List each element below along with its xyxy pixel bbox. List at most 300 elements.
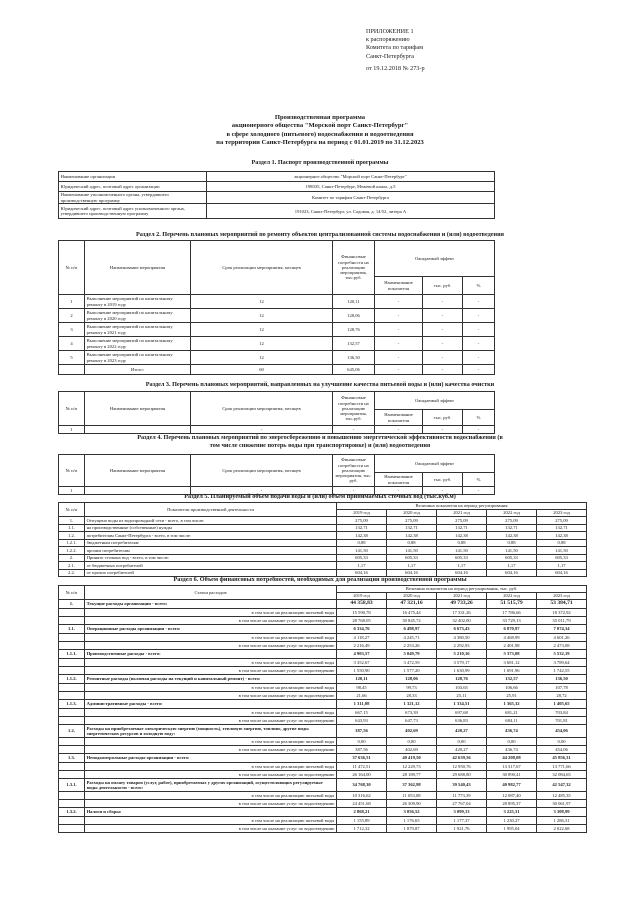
row-value: 3 352,67 bbox=[337, 659, 387, 667]
row-value: 11 472,51 bbox=[337, 763, 387, 771]
cell-rub: - bbox=[423, 337, 463, 351]
year-header: 2021 год bbox=[437, 510, 487, 517]
row-name: в том числе на реализацию питьевой воды bbox=[85, 659, 337, 667]
row-num bbox=[59, 709, 85, 717]
row-value: 643,93 bbox=[337, 717, 387, 725]
row-num: 1.1.2. bbox=[59, 675, 85, 684]
water-volume-table bbox=[58, 502, 587, 577]
row-value: 0,88 bbox=[387, 539, 437, 547]
cell-ind: - bbox=[375, 323, 423, 337]
cell-num: 4 bbox=[59, 337, 85, 351]
row-value: 2 216,49 bbox=[337, 642, 387, 650]
cell-rub: - bbox=[423, 295, 463, 309]
row-num: 1. bbox=[59, 600, 85, 609]
row-value: 0,00 bbox=[387, 738, 437, 746]
document-title bbox=[60, 114, 580, 148]
total-label: Итого: bbox=[85, 365, 191, 375]
row-name: Неподконтрольные расходы организации - всего: bbox=[85, 754, 337, 763]
col-finance: Финансовые потребности на реализацию мероприятия, тыс. руб. bbox=[333, 455, 375, 487]
row-name: в том числе на реализацию питьевой воды bbox=[85, 738, 337, 746]
row-value: 98,45 bbox=[337, 684, 387, 692]
row-name: от бюджетных потребителей bbox=[85, 562, 337, 570]
row-name: прочим потребителям bbox=[85, 547, 337, 555]
row-value: 142,38 bbox=[337, 532, 387, 540]
row-num bbox=[59, 763, 85, 771]
col-rub: тыс. руб. bbox=[423, 410, 463, 426]
row-value: 1,17 bbox=[487, 562, 537, 570]
cell-num bbox=[59, 365, 85, 375]
quality-measures-table bbox=[58, 391, 495, 434]
row-value: 1 577,20 bbox=[387, 667, 437, 675]
section1-heading: Раздел 1. Паспорт производственной программы bbox=[251, 159, 389, 166]
cell-name: Выполнение мероприятий по капитальному ремонту в 2022 году bbox=[85, 337, 191, 351]
row-value: 12 087,40 bbox=[487, 792, 537, 800]
col-pct: % bbox=[463, 473, 495, 487]
col-rub: тыс. руб. bbox=[423, 277, 463, 295]
year-header: 2019 год bbox=[337, 510, 387, 517]
cell-rub: - bbox=[423, 323, 463, 337]
row-value: 28,33 bbox=[387, 692, 437, 700]
row-value: 6 334,76 bbox=[337, 625, 387, 634]
row-value: 1 921,76 bbox=[437, 825, 487, 833]
row-rub: - bbox=[423, 426, 463, 434]
section4-heading-line1: Раздел 4. Перечень плановых мероприятий по энергосбережению и повышению энергетической эффективности водоснабжения (в bbox=[137, 434, 503, 441]
row-num bbox=[59, 642, 85, 650]
year-header: 2023 год bbox=[537, 593, 587, 600]
cell-pct: - bbox=[463, 337, 495, 351]
row-value: 1 286,31 bbox=[537, 817, 587, 825]
row-value: 12 229,73 bbox=[387, 763, 437, 771]
financial-needs-table bbox=[58, 585, 587, 833]
table-row bbox=[59, 617, 587, 625]
cell-term: 12 bbox=[191, 295, 333, 309]
table-row bbox=[59, 717, 587, 725]
row-value: 275,09 bbox=[387, 517, 437, 525]
row-value: 275,09 bbox=[437, 517, 487, 525]
table-row bbox=[59, 625, 587, 634]
row-value: 26 309,90 bbox=[387, 800, 437, 808]
row-value: 17 786,66 bbox=[487, 609, 537, 617]
row-value: 16 475,44 bbox=[387, 609, 437, 617]
section2-heading: Раздел 2. Перечень плановых мероприятий по ремонту объектов централизованной системы водоснабжения и (или) водоотведения bbox=[135, 231, 505, 238]
row-num bbox=[59, 738, 85, 746]
row-name: в том числе на оказание услуг по водоотведению bbox=[85, 642, 337, 650]
row-value: 275,09 bbox=[537, 517, 587, 525]
row-name: в том числе на реализацию питьевой воды bbox=[85, 609, 337, 617]
table-row bbox=[59, 309, 495, 323]
row-value: 26 164,00 bbox=[337, 771, 387, 779]
row-value: 1 177,37 bbox=[437, 817, 487, 825]
row-value: 275,09 bbox=[487, 517, 537, 525]
row-value: 2 022,68 bbox=[537, 825, 587, 833]
cell-name: Выполнение мероприятий по капитальному ремонту в 2020 году bbox=[85, 309, 191, 323]
row-num: 1 bbox=[59, 426, 85, 434]
row-num: 1.3.1. bbox=[59, 779, 85, 792]
total-term: 60 bbox=[191, 365, 333, 375]
col-indicator: Наименование показателя bbox=[375, 410, 423, 426]
cell-ind: - bbox=[375, 337, 423, 351]
row-pct: - bbox=[463, 487, 495, 495]
row-value: 6 498,97 bbox=[387, 625, 437, 634]
col-effect: Ожидаемый эффект bbox=[375, 392, 495, 410]
row-value: 37 362,98 bbox=[387, 779, 437, 792]
row-value: 703,84 bbox=[537, 709, 587, 717]
row-name: от прочих потребителей bbox=[85, 569, 337, 577]
table-row bbox=[59, 562, 587, 570]
row-value: 107,78 bbox=[537, 684, 587, 692]
table-row bbox=[59, 700, 587, 709]
row-value: 12 950,76 bbox=[437, 763, 487, 771]
row-value: 37 636,51 bbox=[337, 754, 387, 763]
row-value: 3 056,52 bbox=[387, 808, 437, 817]
row-value: 34 768,30 bbox=[337, 779, 387, 792]
appendix-line: Комитета по тарифам bbox=[366, 44, 424, 52]
row-value: 128,06 bbox=[387, 675, 437, 684]
row-value: 142,38 bbox=[387, 532, 437, 540]
row-value: 42 547,32 bbox=[537, 779, 587, 792]
row-value: 142,38 bbox=[537, 532, 587, 540]
row-value: 136,50 bbox=[537, 675, 587, 684]
row-value: 141,50 bbox=[437, 547, 487, 555]
table-row bbox=[59, 634, 587, 642]
row-value: 1 365,32 bbox=[487, 700, 537, 709]
row-value: 21,66 bbox=[337, 692, 387, 700]
row-value: 667,15 bbox=[337, 709, 387, 717]
row-value: 436,74 bbox=[487, 725, 537, 738]
row-name: в том числе на оказание услуг по водоотведению bbox=[85, 800, 337, 808]
table-row bbox=[59, 725, 587, 738]
table-row bbox=[59, 609, 587, 617]
row-value: 0,00 bbox=[437, 738, 487, 746]
row-value: 1 879,87 bbox=[387, 825, 437, 833]
row-value: 132,71 bbox=[337, 524, 387, 532]
cell-pct: - bbox=[463, 351, 495, 365]
total-finance: 645,06 bbox=[333, 365, 375, 375]
row-value: 4 601,26 bbox=[537, 634, 587, 642]
row-name: в том числе на реализацию питьевой воды bbox=[85, 763, 337, 771]
row-value: 132,71 bbox=[487, 524, 537, 532]
row-value: 0,88 bbox=[337, 539, 387, 547]
row-num bbox=[59, 684, 85, 692]
cell-finance: 128,76 bbox=[333, 323, 375, 337]
row-num: 1.1.1. bbox=[59, 650, 85, 659]
row-name: Ремонтные расходы (включая расходы на текущий и капитальный ремонт) - всего: bbox=[85, 675, 337, 684]
row-value: 604,16 bbox=[437, 569, 487, 577]
appendix-title: ПРИЛОЖЕНИЕ 1 bbox=[366, 28, 414, 35]
year-header: 2020 год bbox=[387, 510, 437, 517]
row-value: 132,71 bbox=[387, 524, 437, 532]
row-value: 1 230,27 bbox=[487, 817, 537, 825]
row-num: 1.3. bbox=[59, 754, 85, 763]
row-num bbox=[59, 825, 85, 833]
row-value: 420,27 bbox=[437, 746, 487, 754]
table-row bbox=[59, 808, 587, 817]
section3-heading: Раздел 3. Перечень плановых мероприятий, направленных на улучшение качества питьевой воды и (или) качества очистки bbox=[145, 381, 495, 388]
row-value: 32 402,00 bbox=[437, 617, 487, 625]
row-num bbox=[59, 634, 85, 642]
row-value: 1 691,96 bbox=[487, 667, 537, 675]
row-num bbox=[59, 771, 85, 779]
section4-heading bbox=[58, 434, 582, 449]
row-value: 454,06 bbox=[537, 746, 587, 754]
row-finance: - bbox=[333, 426, 375, 434]
row-value: 3 789,64 bbox=[537, 659, 587, 667]
row-num bbox=[59, 717, 85, 725]
row-name: в том числе на оказание услуг по водоотведению bbox=[85, 825, 337, 833]
row-value: 18 372,92 bbox=[537, 609, 587, 617]
row-value: 275,09 bbox=[337, 517, 387, 525]
cell-finance: 120,11 bbox=[333, 295, 375, 309]
row-finance: - bbox=[333, 487, 375, 495]
cell-finance: 128,06 bbox=[333, 309, 375, 323]
col-term: Срок реализации мероприятия, месяцев bbox=[191, 455, 333, 487]
passport-row bbox=[59, 192, 495, 204]
row-value: 0,88 bbox=[437, 539, 487, 547]
cell-num: 1 bbox=[59, 295, 85, 309]
row-name: в том числе на реализацию питьевой воды bbox=[85, 709, 337, 717]
row-num: 1. bbox=[59, 517, 85, 525]
col-rub: тыс. руб. bbox=[423, 473, 463, 487]
row-value: 636,83 bbox=[437, 717, 487, 725]
col-indicator: Наименование показателя bbox=[375, 473, 423, 487]
row-value: 1 321,12 bbox=[387, 700, 437, 709]
row-num: 1.1. bbox=[59, 524, 85, 532]
cell-name: Выполнение мероприятий по капитальному ремонту в 2023 году bbox=[85, 351, 191, 365]
table-row bbox=[59, 692, 587, 700]
col-name: Наименование мероприятия bbox=[85, 241, 191, 295]
total-row bbox=[59, 365, 495, 375]
col-group: Величина показателя на период регулирования, тыс. руб. bbox=[337, 586, 587, 593]
passport-value: акционерное общество "Морской порт Санкт-Петербург" bbox=[207, 172, 495, 182]
cell-term: 12 bbox=[191, 351, 333, 365]
row-value: 120,11 bbox=[337, 675, 387, 684]
col-term: Срок реализации мероприятия, месяцев bbox=[191, 392, 333, 426]
row-value: 30 845,72 bbox=[387, 617, 437, 625]
passport-label: Юридический адрес, почтовый адрес организации bbox=[59, 182, 207, 192]
row-value: 5 210,16 bbox=[437, 650, 487, 659]
row-value: 1 630,99 bbox=[437, 667, 487, 675]
row-pct: - bbox=[463, 426, 495, 434]
row-name: в том числе на оказание услуг по водоотведению bbox=[85, 667, 337, 675]
row-num bbox=[59, 792, 85, 800]
row-value: 3 472,59 bbox=[387, 659, 437, 667]
section4-heading-line2: том числе снижение потерь воды при транспортировке) и (или) водоотведения bbox=[209, 441, 431, 449]
row-value: 697,68 bbox=[437, 709, 487, 717]
row-value: 13 317,67 bbox=[487, 763, 537, 771]
row-value: 436,74 bbox=[487, 746, 537, 754]
row-value: 28,72 bbox=[537, 692, 587, 700]
row-value: 3 308,99 bbox=[537, 808, 587, 817]
row-value: 45 856,31 bbox=[537, 754, 587, 763]
passport-value: Комитет по тарифам Санкт-Петербурга bbox=[207, 192, 495, 204]
cell-rub: - bbox=[423, 351, 463, 365]
row-value: 27 767,04 bbox=[437, 800, 487, 808]
row-value: 24 451,68 bbox=[337, 800, 387, 808]
col-effect: Ожидаемый эффект bbox=[375, 455, 495, 473]
cell-name: Выполнение мероприятий по капитальному ремонту в 2021 году bbox=[85, 323, 191, 337]
row-name: бюджетным потребителям bbox=[85, 539, 337, 547]
col-num: № п/п bbox=[59, 241, 85, 295]
row-value: 604,16 bbox=[387, 569, 437, 577]
passport-row bbox=[59, 172, 495, 182]
row-num bbox=[59, 817, 85, 825]
row-value: 605,33 bbox=[437, 554, 487, 562]
row-value: 141,50 bbox=[387, 547, 437, 555]
row-value: 604,16 bbox=[487, 569, 537, 577]
row-value: 3 681,12 bbox=[487, 659, 537, 667]
row-value: 5 532,19 bbox=[537, 650, 587, 659]
row-value: 2 401,98 bbox=[487, 642, 537, 650]
row-value: 11 053,08 bbox=[387, 792, 437, 800]
col-finance: Финансовые потребности на реализацию мероприятия, тыс.руб. bbox=[333, 241, 375, 295]
row-value: 0,00 bbox=[487, 738, 537, 746]
title-line: в сфере холодного (питьевого) водоснабжения и водоотведения bbox=[226, 130, 414, 138]
cell-pct: - bbox=[463, 309, 495, 323]
row-value: 5 049,79 bbox=[387, 650, 437, 659]
row-num bbox=[59, 609, 85, 617]
row-value: 3 579,17 bbox=[437, 659, 487, 667]
row-value: 142,38 bbox=[487, 532, 537, 540]
row-num: 1.2. bbox=[59, 532, 85, 540]
year-header: 2021 год bbox=[437, 593, 487, 600]
row-name: на производственные (собственные) нужды bbox=[85, 524, 337, 532]
row-value: 35 011,79 bbox=[537, 617, 587, 625]
title-line: акционерного общества "Морской порт Санкт-Петербург" bbox=[231, 122, 409, 130]
row-value: 106,66 bbox=[487, 684, 537, 692]
table-row bbox=[59, 532, 587, 540]
section6-heading: Раздел 6. Объем финансовых потребностей, необходимых для реализации производственной программы bbox=[173, 576, 467, 583]
row-value: 4 380,50 bbox=[437, 634, 487, 642]
row-value: 1 311,08 bbox=[337, 700, 387, 709]
row-value: 141,50 bbox=[487, 547, 537, 555]
table-row bbox=[59, 817, 587, 825]
row-value: 51 515,79 bbox=[487, 600, 537, 609]
row-value: 2 473,08 bbox=[537, 642, 587, 650]
col-num: № п/п bbox=[59, 392, 85, 426]
row-value: 3 099,13 bbox=[437, 808, 487, 817]
table-row bbox=[59, 642, 587, 650]
cell-finance: 132,57 bbox=[333, 337, 375, 351]
table-row bbox=[59, 709, 587, 717]
row-value: 0,88 bbox=[487, 539, 537, 547]
row-term: - bbox=[191, 426, 333, 434]
cell-name: Выполнение мероприятий по капитальному ремонту в 2019 году bbox=[85, 295, 191, 309]
row-value: 1 712,32 bbox=[337, 825, 387, 833]
col-name: Статьи расходов bbox=[85, 586, 337, 600]
row-value: 132,71 bbox=[437, 524, 487, 532]
passport-label: Юридический адрес, почтовый адрес уполномоченного органа, утвердившего производственную программу bbox=[59, 204, 207, 219]
row-value: 420,27 bbox=[437, 725, 487, 738]
table-row bbox=[59, 763, 587, 771]
title-line: на территории Санкт-Петербурга на период с 01.01.2019 по 31.12.2023 bbox=[216, 139, 424, 147]
row-value: 142,38 bbox=[437, 532, 487, 540]
row-num: 2. bbox=[59, 554, 85, 562]
row-value: 604,16 bbox=[337, 569, 387, 577]
col-pct: % bbox=[463, 277, 495, 295]
col-pct: % bbox=[463, 410, 495, 426]
table-row bbox=[59, 351, 495, 365]
row-value: 128,76 bbox=[437, 675, 487, 684]
row-value: 7 074,34 bbox=[537, 625, 587, 634]
col-finance: Финансовые потребности на реализацию мероприятия, тыс.руб. bbox=[333, 392, 375, 426]
col-num: № п/п bbox=[59, 503, 85, 517]
row-value: 33 729,13 bbox=[487, 617, 537, 625]
table-row bbox=[59, 650, 587, 659]
row-value: 1 405,65 bbox=[537, 700, 587, 709]
cell-term: 12 bbox=[191, 337, 333, 351]
row-value: 141,50 bbox=[537, 547, 587, 555]
appendix-header bbox=[366, 28, 556, 73]
row-name: в том числе на реализацию питьевой воды bbox=[85, 634, 337, 642]
cell-rub: - bbox=[423, 309, 463, 323]
row-value: 39 540,43 bbox=[437, 779, 487, 792]
col-num: № п/п bbox=[59, 586, 85, 600]
passport-label: Наименование уполномоченного органа, утвердившего производственную программу bbox=[59, 192, 207, 204]
table-row bbox=[59, 517, 587, 525]
col-name: Наименование мероприятия bbox=[85, 392, 191, 426]
row-value: 1 995,04 bbox=[487, 825, 537, 833]
passport-table bbox=[58, 171, 495, 219]
row-num: 1.1.3. bbox=[59, 700, 85, 709]
row-name: Операционные расходы организации - всего: bbox=[85, 625, 337, 634]
table-row bbox=[59, 554, 587, 562]
row-num bbox=[59, 659, 85, 667]
table-row bbox=[59, 800, 587, 808]
table-row bbox=[59, 792, 587, 800]
total-ind: - bbox=[375, 365, 423, 375]
cell-num: 3 bbox=[59, 323, 85, 337]
row-value: 604,16 bbox=[537, 569, 587, 577]
row-value: 25,91 bbox=[487, 692, 537, 700]
table-row bbox=[59, 547, 587, 555]
row-name: в том числе на оказание услуг по водоотведению bbox=[85, 617, 337, 625]
total-pct: - bbox=[463, 365, 495, 375]
year-header: 2023 год bbox=[537, 510, 587, 517]
table-row bbox=[59, 746, 587, 754]
row-name: Налоги и сборы: bbox=[85, 808, 337, 817]
cell-finance: 136,50 bbox=[333, 351, 375, 365]
table-row bbox=[59, 684, 587, 692]
table-row bbox=[59, 323, 495, 337]
row-value: 0,00 bbox=[537, 738, 587, 746]
row-value: 132,71 bbox=[537, 524, 587, 532]
table-row bbox=[59, 754, 587, 763]
row-name: Расходы на приобретаемые электрическую энергию (мощность), тепловую энергию, топливо, другие виды энергетических ресурсов и холодную воду: bbox=[85, 725, 337, 738]
year-header: 2022 год bbox=[487, 593, 537, 600]
row-value: 605,33 bbox=[537, 554, 587, 562]
col-num: № п/п bbox=[59, 455, 85, 487]
row-value: 605,33 bbox=[387, 554, 437, 562]
cell-pct: - bbox=[463, 323, 495, 337]
row-value: 1,17 bbox=[387, 562, 437, 570]
row-value: 32 084,65 bbox=[537, 771, 587, 779]
year-header: 2020 год bbox=[387, 593, 437, 600]
row-name: в том числе на оказание услуг по водоотведению bbox=[85, 717, 337, 725]
row-num: 1.1. bbox=[59, 625, 85, 634]
row-value: 141,50 bbox=[337, 547, 387, 555]
row-num bbox=[59, 667, 85, 675]
row-value: 40 982,77 bbox=[487, 779, 537, 792]
row-num bbox=[59, 617, 85, 625]
row-value: 28 768,05 bbox=[337, 617, 387, 625]
table-row bbox=[59, 667, 587, 675]
row-value: 605,33 bbox=[337, 554, 387, 562]
row-value: 1 742,55 bbox=[537, 667, 587, 675]
cell-term: 12 bbox=[191, 323, 333, 337]
table-row bbox=[59, 659, 587, 667]
col-term: Срок реализации мероприятия, месяцев bbox=[191, 241, 333, 295]
cell-ind: - bbox=[375, 309, 423, 323]
